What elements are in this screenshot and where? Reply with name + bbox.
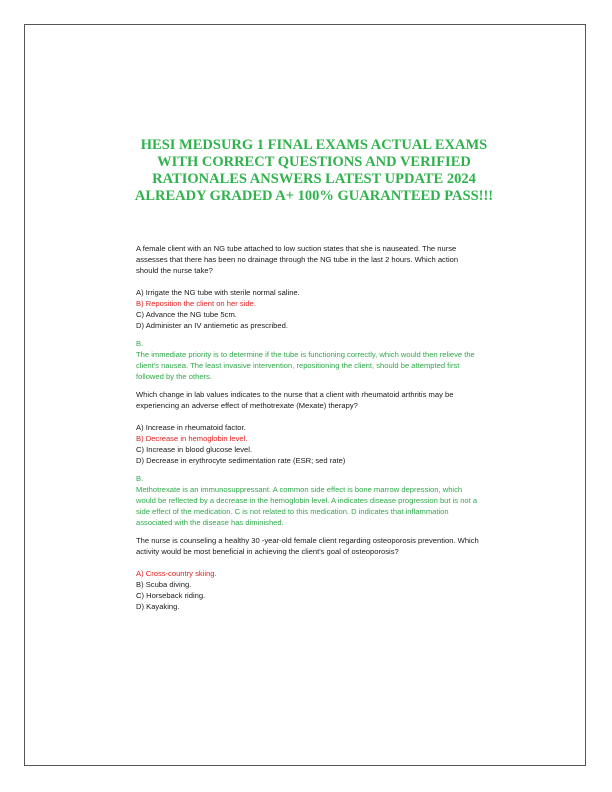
option-1c: C) Advance the NG tube 5cm. xyxy=(136,310,237,319)
option-2b-correct: B) Decrease in hemoglobin level. xyxy=(136,434,248,443)
option-1d: D) Administer an IV antiemetic as prescribed. xyxy=(136,321,288,330)
answer-1: B. xyxy=(136,339,144,348)
option-1b-correct: B) Reposition the client on her side. xyxy=(136,299,256,308)
option-3d: D) Kayaking. xyxy=(136,602,180,611)
option-3a-correct: A) Cross-country skiing. xyxy=(136,569,217,578)
question-2-options xyxy=(136,422,482,466)
option-3b: B) Scuba diving. xyxy=(136,580,192,589)
option-2d: D) Decrease in erythrocyte sedimentation rate (ESR; sed rate) xyxy=(136,456,346,465)
rationale-2: Methotrexate is an immunosuppressant. A common side effect is bone marrow depression, which would be reflected by a decrease in the hemoglobin level. A indicates disease progression but is not a side effect of the medication. C is not related to this medication. D indicates that inflammation associated with the disease has diminished. xyxy=(136,485,478,527)
document-title: HESI MEDSURG 1 FINAL EXAMS ACTUAL EXAMS WITH CORRECT QUESTIONS AND VERIFIED RATIONALES ANSWERS LATEST UPDATE 2024 ALREADY GRADED A+ 100% GUARANTEED PASS!!! xyxy=(134,137,494,204)
question-list xyxy=(136,243,482,612)
question-1-options xyxy=(136,287,482,331)
option-2c: C) Increase in blood glucose level. xyxy=(136,445,253,454)
question-3-text: The nurse is counseling a healthy 30 -year-old female client regarding osteoporosis prevention. Which activity would be most beneficial in achieving the client's goal of osteoporosis? xyxy=(136,536,479,556)
answer-2: B. xyxy=(136,474,144,483)
question-1-text: A female client with an NG tube attached to low suction states that she is nauseated. The nurse assesses that there has been no drainage through the NG tube in the last 2 hours. Which action should the nurse take? xyxy=(136,244,459,275)
option-2a: A) Increase in rheumatoid factor. xyxy=(136,423,246,432)
question-2-text: Which change in lab values indicates to the nurse that a client with rheumatoid arthritis may be experiencing an adverse effect of methotrexate (Mexate) therapy? xyxy=(136,390,454,410)
option-3c: C) Horseback riding. xyxy=(136,591,206,600)
question-3-options xyxy=(136,568,482,612)
option-1a: A) Irrigate the NG tube with sterile normal saline. xyxy=(136,288,300,297)
rationale-1: The immediate priority is to determine if the tube is functioning correctly, which would then relieve the client's nausea. The least invasive intervention, repositioning the client, should be attempted first followed by the others. xyxy=(136,350,475,381)
